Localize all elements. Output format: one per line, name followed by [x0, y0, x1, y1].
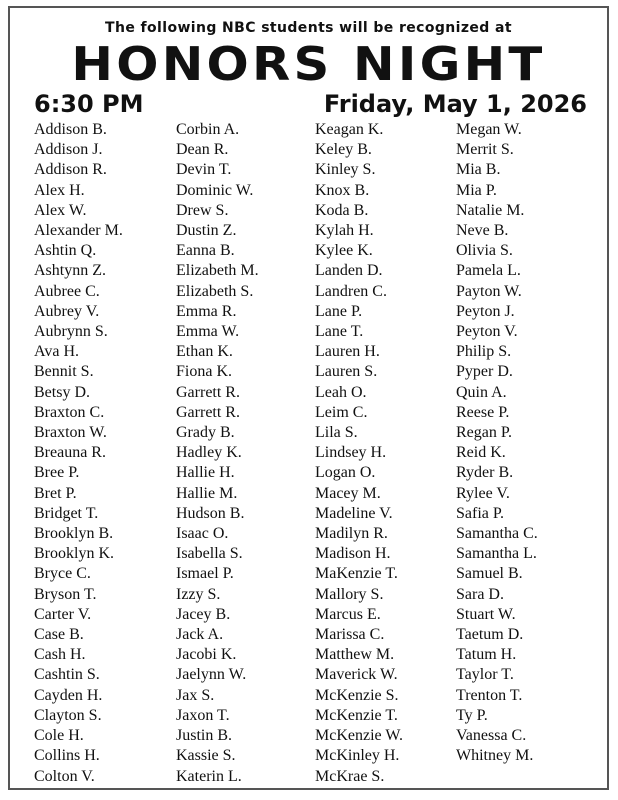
- student-name: Braxton W.: [34, 424, 107, 442]
- student-name: Mallory S.: [315, 585, 384, 603]
- student-name: Aubrynn S.: [34, 323, 108, 341]
- student-name: Eanna B.: [176, 242, 235, 260]
- student-name: Peyton V.: [456, 323, 518, 341]
- student-name: Leah O.: [315, 383, 367, 401]
- student-name: Addison J.: [34, 141, 103, 159]
- student-name: Lane T.: [315, 323, 364, 341]
- student-name: Bryson T.: [34, 585, 97, 603]
- event-time: 6:30 PM: [34, 90, 144, 118]
- student-name: Cashtin S.: [34, 666, 100, 684]
- student-name: Vanessa C.: [456, 727, 527, 745]
- student-name: Stuart W.: [456, 605, 516, 623]
- student-name: Clayton S.: [34, 706, 102, 724]
- page-title: HONORS NIGHT: [71, 37, 546, 91]
- student-name: Addison B.: [34, 121, 107, 138]
- student-name: Devin T.: [176, 161, 232, 179]
- student-name: Bree P.: [34, 464, 80, 482]
- student-name: Aubree C.: [34, 282, 100, 300]
- student-name: Ava H.: [34, 343, 80, 361]
- student-name: Garrett R.: [176, 383, 240, 401]
- student-name: Madeline V.: [315, 504, 393, 522]
- student-name: Landren C.: [315, 282, 387, 300]
- student-name: Izzy S.: [176, 585, 221, 603]
- student-name: Koda B.: [315, 201, 369, 219]
- student-name: Reese P.: [456, 403, 510, 421]
- student-name: Whitney M.: [456, 747, 534, 765]
- student-name: Fiona K.: [176, 363, 232, 381]
- student-name: McKenzie S.: [315, 686, 399, 704]
- student-name: Katerin L.: [176, 767, 242, 785]
- student-name: Ty P.: [456, 706, 488, 724]
- student-name: Alexander M.: [34, 222, 123, 240]
- student-name: Jax S.: [176, 686, 215, 704]
- student-name: Cash H.: [34, 646, 86, 664]
- student-name: Sara D.: [456, 585, 504, 603]
- student-name: Jaxon T.: [176, 706, 230, 724]
- student-name: Alex H.: [34, 181, 85, 199]
- student-name: Lane P.: [315, 302, 363, 320]
- student-name: Lila S.: [315, 424, 358, 442]
- student-name: Bennit S.: [34, 363, 94, 381]
- student-name: Jack A.: [176, 626, 224, 644]
- student-name: Philip S.: [456, 343, 512, 361]
- student-name: Hudson B.: [176, 504, 245, 522]
- student-name: Logan O.: [315, 464, 376, 482]
- student-name: Garrett R.: [176, 403, 240, 421]
- student-name: Safia P.: [456, 504, 504, 522]
- student-name: Jaelynn W.: [176, 666, 247, 684]
- student-name: Macey M.: [315, 484, 381, 502]
- student-name: Taetum D.: [456, 626, 524, 644]
- student-name: Kylah H.: [315, 222, 374, 240]
- student-name: Dustin Z.: [176, 222, 237, 240]
- student-name: Marissa C.: [315, 626, 385, 644]
- student-name: Knox B.: [315, 181, 370, 199]
- student-name: Betsy D.: [34, 383, 90, 401]
- student-name: Pyper D.: [456, 363, 513, 381]
- student-name: Aubrey V.: [34, 302, 100, 320]
- student-name: Jacey B.: [176, 605, 231, 623]
- student-name: Colton V.: [34, 767, 95, 785]
- student-name: Hadley K.: [176, 444, 242, 462]
- student-name: Natalie M.: [456, 201, 525, 219]
- student-name: Bridget T.: [34, 504, 99, 522]
- student-name: Bryce C.: [34, 565, 91, 583]
- student-name: Dominic W.: [176, 181, 254, 199]
- student-name: Kylee K.: [315, 242, 373, 260]
- student-name: Madilyn R.: [315, 525, 388, 543]
- student-name: Cole H.: [34, 727, 84, 745]
- student-name: Samantha C.: [456, 525, 538, 543]
- student-name: Carter V.: [34, 605, 92, 623]
- student-name: Cayden H.: [34, 686, 103, 704]
- student-name: Emma W.: [176, 323, 240, 341]
- student-name: McKrae S.: [315, 767, 385, 785]
- student-name: Quin A.: [456, 383, 507, 401]
- student-name: Justin B.: [176, 727, 233, 745]
- student-name: Keley B.: [315, 141, 372, 159]
- student-name: Elizabeth M.: [176, 262, 259, 280]
- student-name: Lindsey H.: [315, 444, 387, 462]
- student-name: Ashtynn Z.: [34, 262, 106, 280]
- student-name: McKenzie T.: [315, 706, 398, 724]
- student-name: Tatum H.: [456, 646, 517, 664]
- student-name: Corbin A.: [176, 121, 240, 138]
- student-name: Breauna R.: [34, 444, 106, 462]
- student-name: Brooklyn K.: [34, 545, 114, 563]
- student-name: Matthew M.: [315, 646, 395, 664]
- event-date: Friday, May 1, 2026: [323, 90, 587, 118]
- student-name: Merrit S.: [456, 141, 514, 159]
- student-name: Rylee V.: [456, 484, 510, 502]
- student-name: Mia P.: [456, 181, 497, 199]
- student-name: Grady B.: [176, 424, 235, 442]
- student-name: McKenzie W.: [315, 727, 403, 745]
- student-name: Case B.: [34, 626, 84, 644]
- student-name: Trenton T.: [456, 686, 523, 704]
- student-name: Reid K.: [456, 444, 506, 462]
- student-name: Braxton C.: [34, 403, 105, 421]
- student-name: Bret P.: [34, 484, 77, 502]
- student-name: Landen D.: [315, 262, 383, 280]
- student-name: Jacobi K.: [176, 646, 237, 664]
- student-name: Collins H.: [34, 747, 100, 765]
- student-name: Ismael P.: [176, 565, 234, 583]
- student-name: Ashtin Q.: [34, 242, 97, 260]
- student-name: Leim C.: [315, 403, 368, 421]
- student-name: Kassie S.: [176, 747, 236, 765]
- student-name: Hallie H.: [176, 464, 235, 482]
- student-name: Isaac O.: [176, 525, 229, 543]
- student-name: Samantha L.: [456, 545, 537, 563]
- student-name: MaKenzie T.: [315, 565, 398, 583]
- student-name: Marcus E.: [315, 605, 381, 623]
- student-name: Drew S.: [176, 201, 229, 219]
- student-name: Neve B.: [456, 222, 509, 240]
- intro-line: The following NBC students will be recognized at: [105, 20, 512, 36]
- student-name: Regan P.: [456, 424, 512, 442]
- student-name: McKinley H.: [315, 747, 400, 765]
- student-name: Megan W.: [456, 121, 522, 138]
- name-column-2: [176, 120, 259, 787]
- student-name: Olivia S.: [456, 242, 513, 260]
- name-column-1: [34, 120, 123, 787]
- name-column-4: [456, 120, 538, 767]
- student-name: Emma R.: [176, 302, 237, 320]
- student-name: Mia B.: [456, 161, 501, 179]
- student-name: Brooklyn B.: [34, 525, 114, 543]
- student-name: Elizabeth S.: [176, 282, 254, 300]
- student-name: Samuel B.: [456, 565, 523, 583]
- student-name: Peyton J.: [456, 302, 515, 320]
- student-name: Alex W.: [34, 201, 87, 219]
- student-name: Isabella S.: [176, 545, 243, 563]
- student-name: Dean R.: [176, 141, 229, 159]
- student-name: Lauren H.: [315, 343, 380, 361]
- student-name: Taylor T.: [456, 666, 514, 684]
- student-name: Maverick W.: [315, 666, 398, 684]
- student-name: Addison R.: [34, 161, 107, 179]
- student-name: Madison H.: [315, 545, 391, 563]
- student-name: Payton W.: [456, 282, 522, 300]
- student-name: Hallie M.: [176, 484, 238, 502]
- student-name: Pamela L.: [456, 262, 521, 280]
- student-name: Ethan K.: [176, 343, 233, 361]
- flyer: [8, 6, 609, 790]
- name-column-3: [315, 120, 403, 787]
- student-name: Kinley S.: [315, 161, 376, 179]
- student-name: Ryder B.: [456, 464, 514, 482]
- student-name: Lauren S.: [315, 363, 378, 381]
- student-name: Keagan K.: [315, 121, 384, 138]
